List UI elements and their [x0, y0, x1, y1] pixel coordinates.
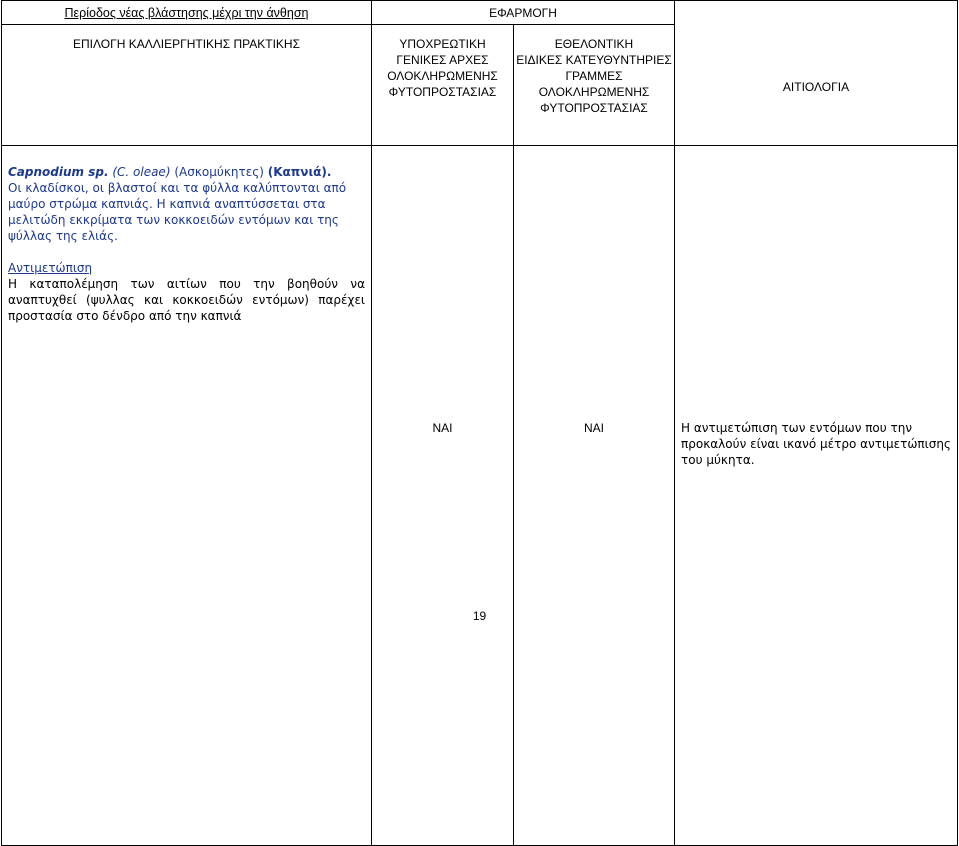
disease-scientific: Capnodium sp.: [8, 165, 109, 179]
header-row-bottom: [2, 25, 958, 146]
practice-header: ΕΠΙΛΟΓΗ ΚΑΛΛΙΕΡΓΗΤΙΚΗΣ ΠΡΑΚΤΙΚΗΣ: [2, 25, 372, 146]
voluntary-value: ΝΑΙ: [514, 146, 675, 846]
mandatory-header: [372, 25, 514, 146]
reasoning-header: ΑΙΤΙΟΛΟΓΙΑ: [675, 25, 958, 146]
disease-name: [8, 164, 365, 180]
mandatory-line-4: ΦΥΤΟΠΡΟΣΤΑΣΙΑΣ: [388, 85, 497, 99]
reasoning-text: Η αντιμετώπιση των εντόμων που την προκαλούν είναι ικανό μέτρο αντιμετώπισης του μύκητα.: [675, 146, 958, 846]
treatment-title: Αντιμετώπιση: [8, 261, 93, 275]
mandatory-line-2: ΓΕΝΙΚΕΣ ΑΡΧΕΣ: [396, 53, 489, 67]
voluntary-line-3: ΓΡΑΜΜΕΣ: [565, 69, 623, 83]
voluntary-line-2: ΕΙΔΙΚΕΣ ΚΑΤΕΥΘΥΝΤΗΡΙΕΣ: [516, 53, 672, 67]
period-cell: [2, 1, 372, 25]
table-row: [2, 146, 958, 846]
reasoning-header-top: [675, 1, 958, 25]
mandatory-line-1: ΥΠΟΧΡΕΩΤΙΚΗ: [399, 37, 486, 51]
voluntary-line-1: ΕΘΕΛΟΝΤΙΚΗ: [554, 37, 634, 51]
header-row-top: [2, 1, 958, 25]
voluntary-header: [514, 25, 675, 146]
disease-group: (Ασκομύκητες): [174, 165, 264, 179]
description-cell: [2, 146, 372, 846]
mandatory-line-3: ΟΛΟΚΛΗΡΩΜΕΝΗΣ: [387, 69, 498, 83]
mandatory-value: ΝΑΙ: [372, 146, 514, 846]
voluntary-line-5: ΦΥΤΟΠΡΟΣΤΑΣΙΑΣ: [540, 101, 648, 115]
disease-common-name: (Καπνιά).: [267, 165, 332, 179]
disease-scientific-alt: (C. oleae): [112, 165, 171, 179]
application-header: ΕΦΑΡΜΟΓΗ: [372, 1, 675, 25]
practice-table: [1, 0, 958, 846]
treatment-text: Η καταπολέμηση των αιτίων που την βοηθούν να αναπτυχθεί (ψυλλας και κοκκοειδών εντόμων) παρέχει προστασία στο δένδρο από την καπνιά: [8, 277, 365, 323]
period-label: Περίοδος νέας βλάστησης μέχρι την άνθηση: [64, 5, 309, 20]
symptoms-text: Οι κλαδίσκοι, οι βλαστοί και τα φύλλα καλύπτονται από μαύρο στρώμα καπνιάς. Η καπνιά αναπτύσσεται στα μελιτώδη εκκρίματα των κοκκοειδών εντόμων και της ψύλλας της ελιάς.: [8, 181, 347, 243]
voluntary-line-4: ΟΛΟΚΛΗΡΩΜΕΝΗΣ: [538, 85, 650, 99]
page-number: 19: [472, 609, 487, 623]
